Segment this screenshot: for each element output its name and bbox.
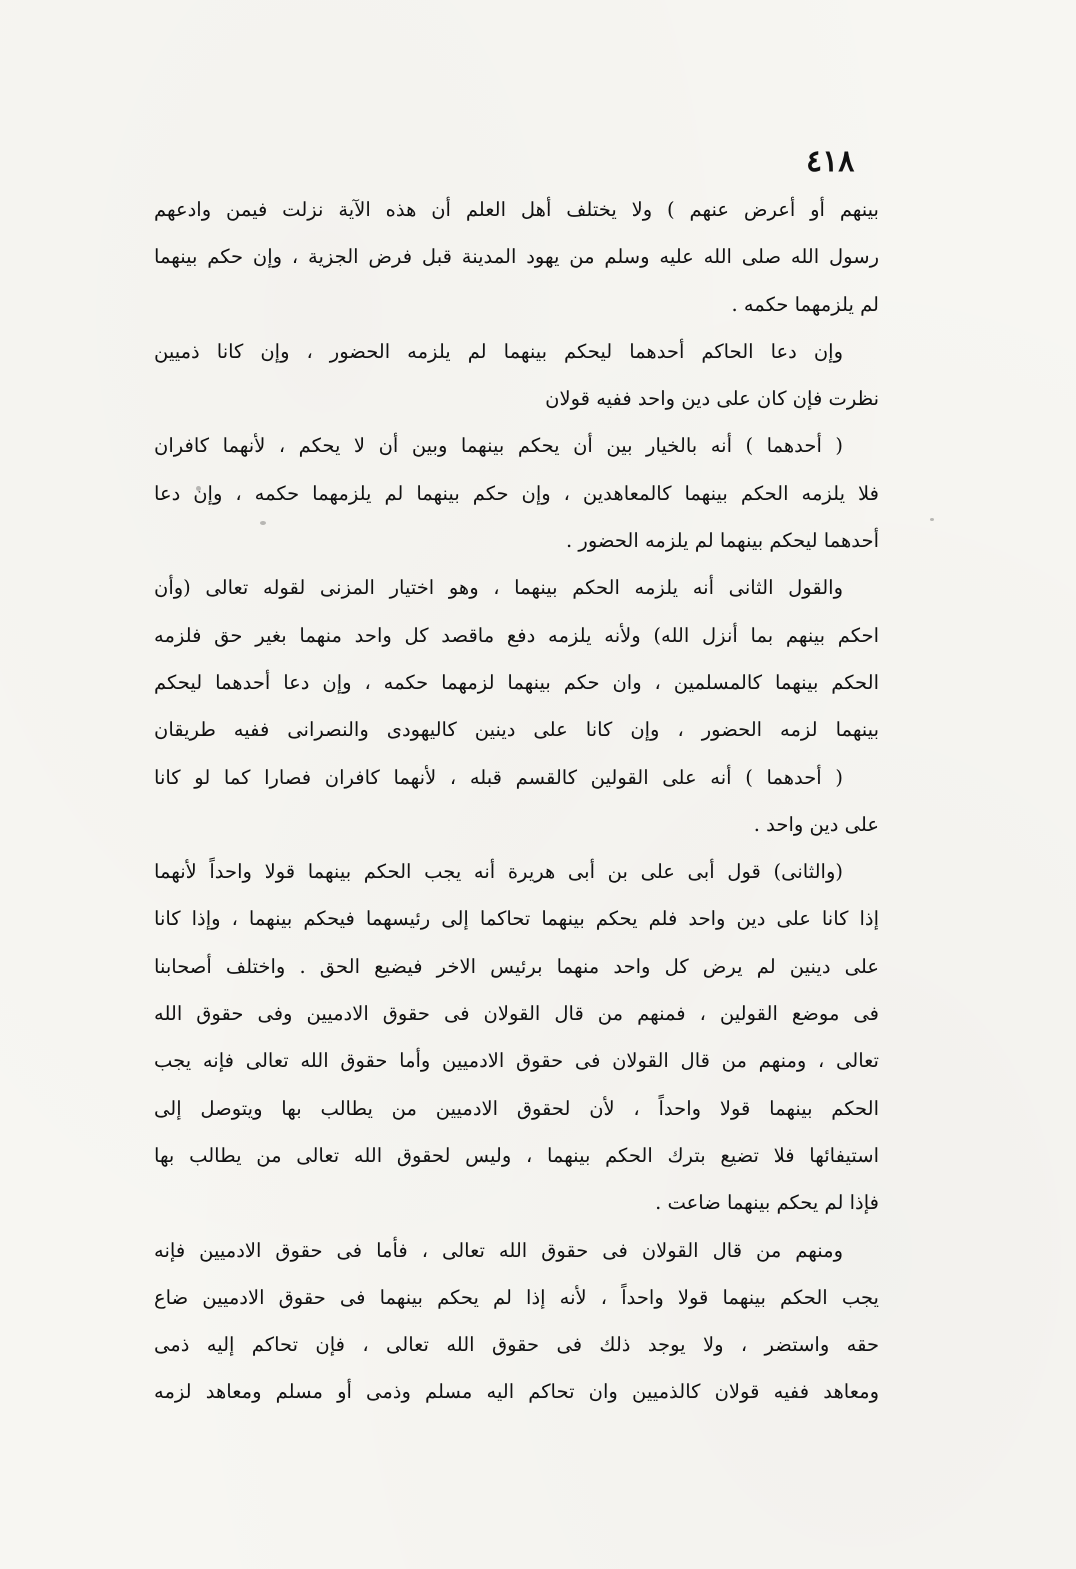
page-number: ٤١٨ <box>806 144 855 179</box>
text-line: نظرت فإن كان على دين واحد ففيه قولان <box>545 387 879 411</box>
text-line: (والثانى) قول أبى على بن أبى هريرة أنه يجب الحكم بينهما قولا واحداً لأنهما <box>154 860 843 884</box>
text-line: حقه واستضر ، ولا يوجد ذلك فى حقوق الله تعالى ، فإن تحاكم إليه ذمى <box>154 1333 879 1357</box>
text-line: على دينين لم يرض كل واحد منهما برئيس الاخر فيضيع الحق . واختلف أصحابنا <box>154 954 879 978</box>
text-line: تعالى ، ومنهم من قال القولان فى حقوق الادميين وأما حقوق الله تعالى فإنه يجب <box>154 1049 879 1073</box>
scan-speck <box>196 486 201 491</box>
text-line: ومعاهد ففيه قولان كالذميين وان تحاكم اليه مسلم وذمى أو مسلم ومعاهد لزمه <box>154 1380 879 1404</box>
text-line: رسول الله صلى الله عليه وسلم من يهود المدينة قبل فرض الجزية ، وإن حكم بينهما <box>154 245 879 269</box>
text-line: بينهم أو أعرض عنهم ) ولا يختلف أهل العلم أن هذه الآية نزلت فيمن وادعهم <box>154 198 879 221</box>
text-line: أحدهما ليحكم بينهما لم يلزمه الحضور . <box>566 529 879 553</box>
body-text <box>154 186 879 1416</box>
text-line: فى موضع القولين ، فمنهم من قال القولان فى حقوق الادميين وفى حقوق الله <box>154 1002 879 1026</box>
text-line: والقول الثانى أنه يلزمه الحكم بينهما ، وهو اختيار المزنى لقوله تعالى (وأن <box>154 576 843 600</box>
text-line: فلا يلزمه الحكم بينهما كالمعاهدين ، وإن حكم بينهما لم يلزمهما حكمه ، وإن دعا <box>154 481 879 505</box>
text-line: يجب الحكم بينهما قولا واحداً ، لأنه إذا لم يحكم بينهما فى حقوق الادميين ضاع <box>154 1285 879 1309</box>
text-line: بينهما لزمه الحضور ، وإن كانا على دينين كاليهودى والنصرانى ففيه طريقان <box>154 718 879 742</box>
text-line: الحكم بينهما كالمسلمين ، وان حكم بينهما لزمهما حكمه ، وإن دعا أحدهما ليحكم <box>154 670 879 694</box>
text-line: وإن دعا الحاكم أحدهما ليحكم بينهما لم يلزمه الحضور ، وإن كانا ذميين <box>154 339 843 363</box>
text-line: الحكم بينهما قولا واحداً ، لأن لحقوق الادميين من يطالب بها ويتوصل إلى <box>154 1096 879 1120</box>
scan-speck <box>930 518 934 521</box>
text-line: احكم بينهم بما أنزل الله) ولأنه يلزمه دفع ماقصد كل واحد منهما بغير حق فلزمه <box>154 623 879 647</box>
text-line: إذا كانا على دين واحد فلم يحكم بينهما تحاكما إلى رئيسهما فيحكم بينهما ، وإذا كانا <box>154 907 879 931</box>
text-line: ومنهم من قال القولان فى حقوق الله تعالى ، فأما فى حقوق الادميين فإنه <box>154 1238 843 1262</box>
text-line: ( أحدهما ) أنه بالخيار بين أن يحكم بينهما وبين أن لا يحكم ، لأنهما كافران <box>154 434 843 458</box>
text-line: على دين واحد . <box>753 812 879 836</box>
text-line: استيفائها فلا تضيع بترك الحكم بينهما ، وليس لحقوق الله تعالى من يطالب بها <box>154 1143 879 1167</box>
text-line: ( أحدهما ) أنه على القولين كالقسم قبله ، لأنهما كافران فصارا كما لو كانا <box>154 765 843 789</box>
text-line: فإذا لم يحكم بينهما ضاعت . <box>655 1191 879 1215</box>
text-line: لم يلزمهما حكمه . <box>731 292 879 316</box>
scan-speck <box>260 521 266 525</box>
